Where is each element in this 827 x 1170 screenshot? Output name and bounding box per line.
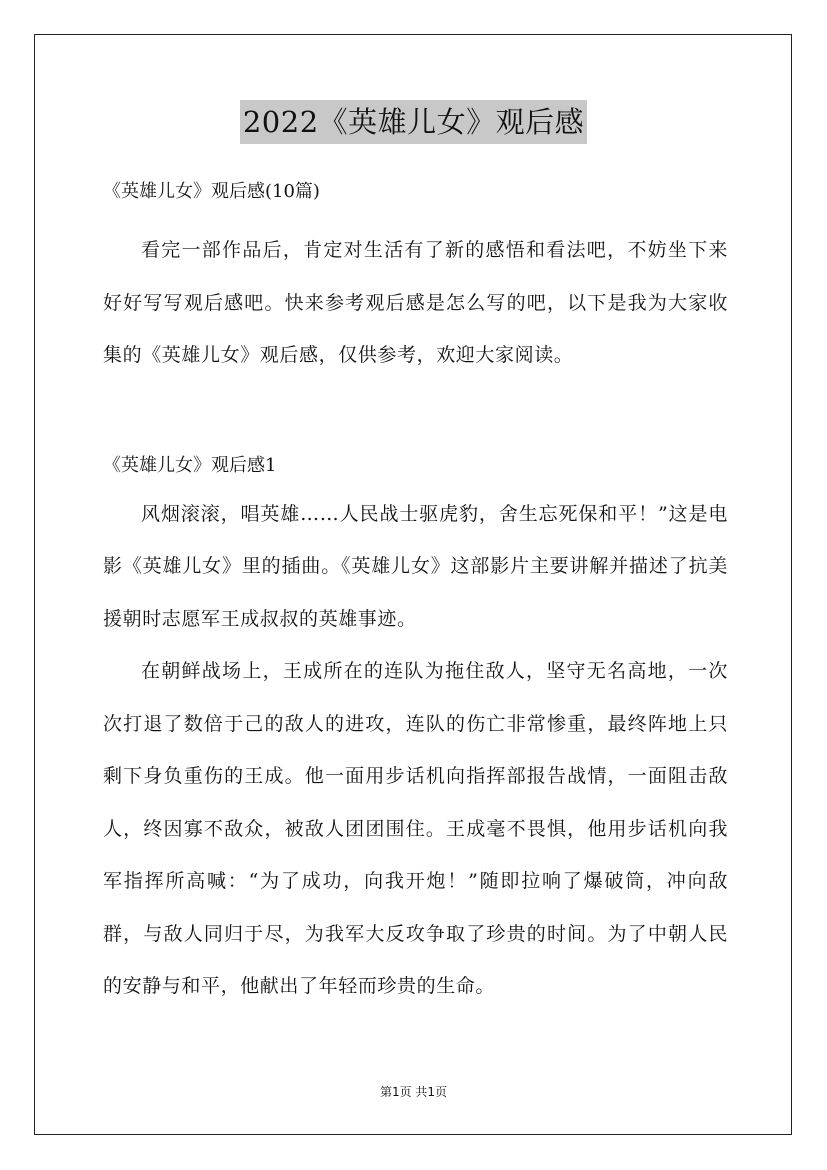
section-heading: 《英雄儿女》观后感1: [103, 454, 277, 476]
intro-paragraph: 看完一部作品后，肯定对生活有了新的感悟和看法吧，不妨坐下来好好写写观后感吧。快来参考观后感是怎么写的吧，以下是我为大家收集的《英雄儿女》观后感，仅供参考，欢迎大家阅读。: [103, 239, 728, 366]
page-footer: 第1页 共1页: [379, 1085, 448, 1099]
document-title: 2022《英雄儿女》观后感: [240, 100, 587, 144]
title-container: [0, 100, 827, 144]
document-body: [103, 170, 728, 1013]
document-subtitle: 《英雄儿女》观后感(10篇): [103, 181, 320, 202]
body-paragraph-2: 在朝鲜战场上，王成所在的连队为拖住敌人，坚守无名高地，一次次打退了数倍于己的敌人的进攻，连队的伤亡非常惨重，最终阵地上只剩下身负重伤的王成。他一面用步话机向指挥部报告战情，一面阻击敌人，终因寡不敌众，被敌人团团围住。王成毫不畏惧，他用步话机向我军指挥所高喊：“为了成功，向我开炮！”随即拉响了爆破筒，冲向敌群，与敌人同归于尽，为我军大反攻争取了珍贵的时间。为了中朝人民的安静与和平，他献出了年轻而珍贵的生命。: [103, 660, 728, 997]
body-paragraph-1: 风烟滚滚，唱英雄……人民战士驱虎豹，舍生忘死保和平！”这是电影《英雄儿女》里的插曲。《英雄儿女》这部影片主要讲解并描述了抗美援朝时志愿军王成叔叔的英雄事迹。: [103, 502, 728, 630]
